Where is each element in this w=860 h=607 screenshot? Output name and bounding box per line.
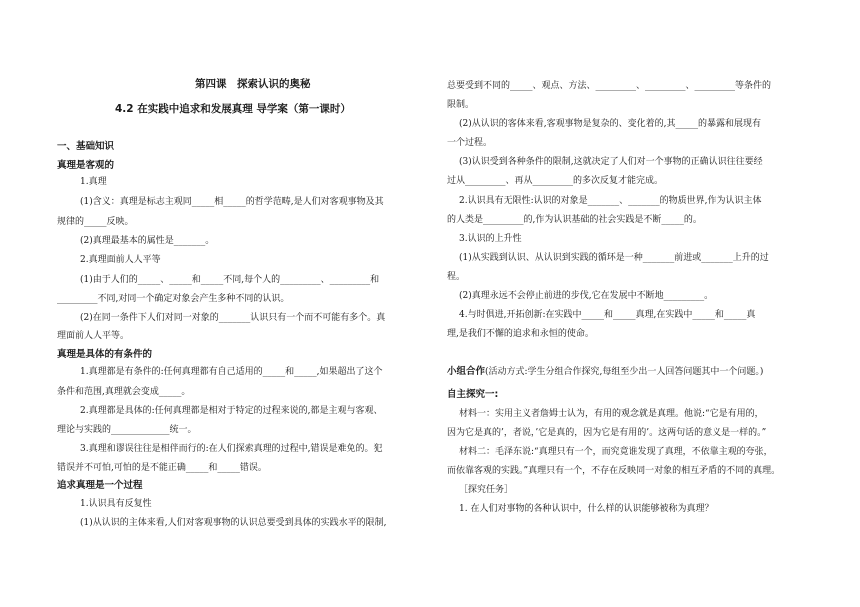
text-line: (2)从认识的客体来看,客观事物是复杂的、变化着的,其_____的暴露和展现有 xyxy=(459,119,761,129)
text-line: 2.真理面前人人平等 xyxy=(80,255,161,265)
section-subtitle: 4.2 在实践中追求和发展真理 导学案（第一课时） xyxy=(115,103,351,115)
text-line: (1)由于人们的_____、_____和_____不同,每个人的_________、_________和 xyxy=(80,275,380,285)
text-line: (2)真理最基本的属性是_______。 xyxy=(80,236,215,246)
text-line: (2)真理永远不会停止前进的步伐,它在发展中不断地_________。 xyxy=(459,291,714,301)
text-line: 错误并不可怕,可怕的是不能正确_____和_____错误。 xyxy=(57,463,267,473)
heading-truth-objective: 真理是客观的 xyxy=(57,160,115,171)
text-line: 条件和范围,真理就会变成_____。 xyxy=(57,387,191,397)
text-line: 2.认识具有无限性:认识的对象是_______、_______的物质世界,作为认识主体 xyxy=(459,196,762,206)
text-line: 3.真理和谬误往往是相伴而行的:在人们探索真理的过程中,错误是难免的。犯 xyxy=(80,444,383,454)
material-one-line: 材料一：实用主义者詹姆士认为，有用的观念就是真理。他说:“它是有用的， xyxy=(459,409,764,419)
text-line: 1.真理 xyxy=(80,177,107,187)
text-line: (2)在同一条件下人们对同一对象的_______认识只有一个而不可能有多个。真 xyxy=(80,313,386,323)
heading-truth-process: 追求真理是一个过程 xyxy=(57,480,143,491)
text-line: 4.与时俱进,开拓创新:在实践中_____和_____真理,在实践中_____和_____真 xyxy=(459,310,756,320)
group-cooperation-heading: 小组合作 xyxy=(447,366,486,377)
self-inquiry-heading: 自主探究一: xyxy=(447,389,499,400)
section-basic-knowledge: 一、基础知识 xyxy=(57,141,115,152)
text-line: 理面前人人平等。 xyxy=(57,331,130,341)
group-cooperation-line xyxy=(447,366,763,378)
text-line: (1)从实践到认识、从认识到实践的循环是一种_______前进或_______上升的过 xyxy=(459,253,769,263)
text-line: 理,是我们不懈的追求和永恒的使命。 xyxy=(447,329,594,339)
lesson-title: 第四课 探索认识的奥秘 xyxy=(195,78,311,90)
text-line: _________不同,对同一个确定对象会产生多种不同的认识。 xyxy=(57,294,290,304)
text-line: 程。 xyxy=(447,272,466,282)
text-line: (3)认识受到各种条件的限制,这就决定了人们对一个事物的正确认识往往要经 xyxy=(459,157,763,167)
material-two-line: 材料二：毛泽东说:“真理只有一个，而究竟谁发现了真理，不依靠主观的夸张， xyxy=(459,447,773,457)
text-line: 的人类是_________的,作为认识基础的社会实践是不断_____的。 xyxy=(447,215,702,225)
text-line: 1.认识具有反复性 xyxy=(80,499,152,509)
material-one-line: 因为它是真的’，者说，’它是真的，因为它是有用的’。这两句话的意义是一样的。” xyxy=(447,428,767,438)
heading-truth-conditional: 真理是具体的有条件的 xyxy=(57,349,153,360)
text-line: (1)含义：真理是标志主观同_____相_____的哲学范畴,是人们对客观事物及其 xyxy=(80,197,384,207)
text-line: (1)从认识的主体来看,人们对客观事物的认识总要受到具体的实践水平的限制, xyxy=(80,518,387,528)
text-line: 一个过程。 xyxy=(447,138,493,148)
text-line: 1.真理都是有条件的:任何真理都有自己适用的_____和_____,如果超出了这个 xyxy=(80,367,383,377)
text-line: 总要受到不同的_____、观点、方法、_________、_________、_________等条件的 xyxy=(447,81,772,91)
material-two-line: 而依靠客观的实践。”真理只有一个，不存在反映同一对象的相互矛盾的不同的真理。 xyxy=(447,466,781,476)
text-line: 2.真理都是具体的:任何真理都是相对于特定的过程来说的,都是主观与客观、 xyxy=(80,406,383,416)
text-line: 限制。 xyxy=(447,100,475,110)
inquiry-task-label: ［探究任务］ xyxy=(459,485,514,495)
text-line: 3.认识的上升性 xyxy=(459,234,522,244)
text-line: 理论与实践的_____________统一。 xyxy=(57,425,197,435)
text-line: 规律的_____反映。 xyxy=(57,217,134,227)
inquiry-question: 1. 在人们对事物的各种认识中，什么样的认识能够被称为真理？ xyxy=(459,504,714,514)
group-cooperation-text: (活动方式:学生分组合作探究,每组至少出一人回答问题其中一个问题。) xyxy=(485,367,764,377)
text-line: 过从_________、再从_________的多次反复才能完成。 xyxy=(447,176,664,186)
